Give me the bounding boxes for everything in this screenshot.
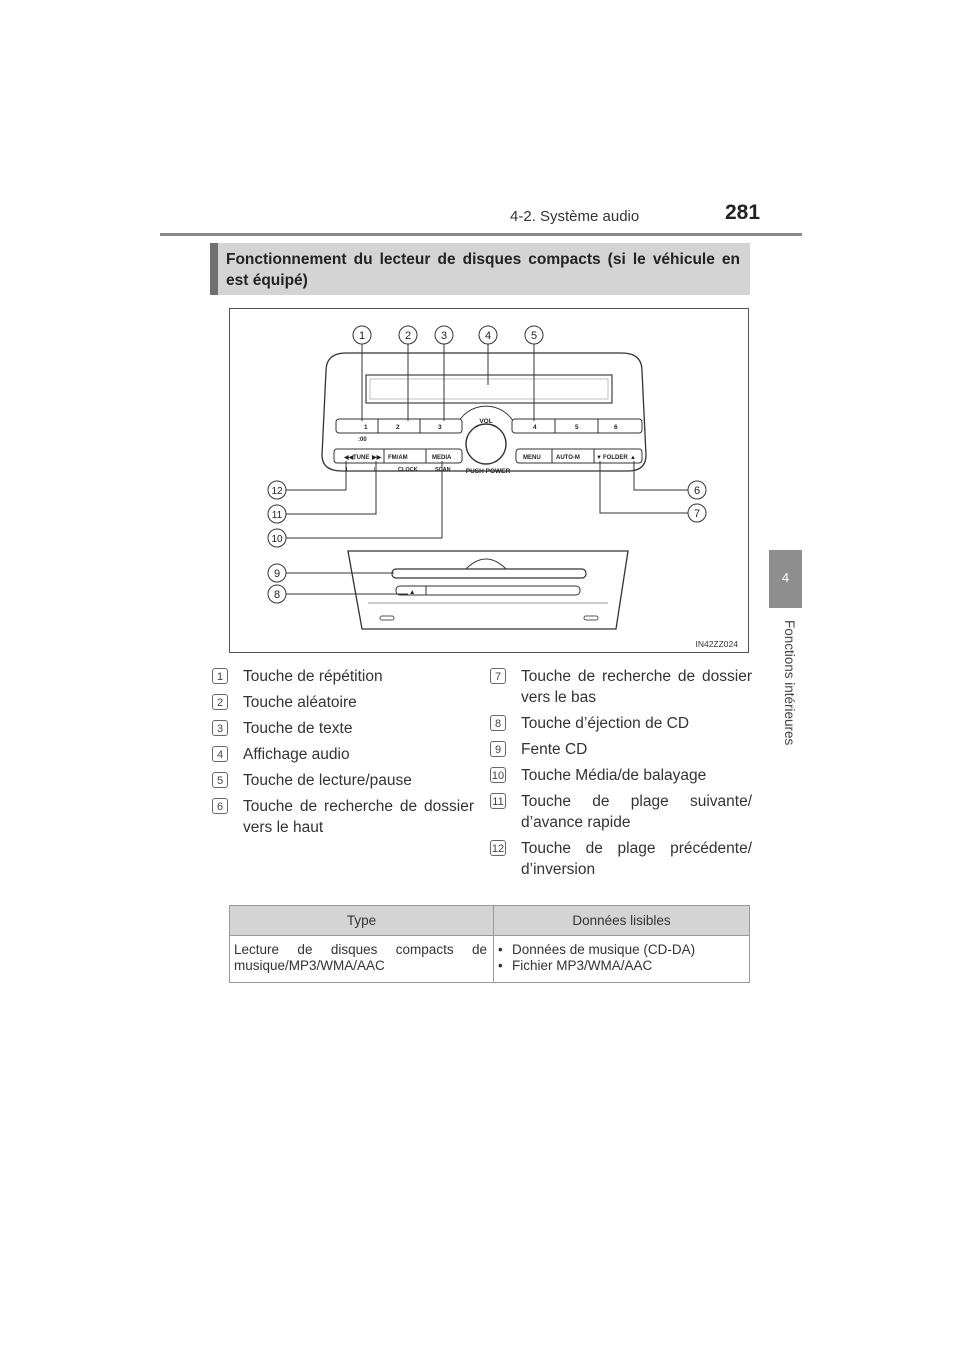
table-header-type: Type xyxy=(230,906,494,936)
callout-5: 5 xyxy=(530,330,538,342)
push-power-label: PUSH POWER xyxy=(465,468,511,475)
legend-text: Touche de plage suivante/ d’avance rapide xyxy=(521,793,752,831)
list-item: • Données de musique (CD-DA) xyxy=(498,942,743,958)
legend-item xyxy=(490,791,752,833)
table-row xyxy=(230,936,750,983)
folder-up-icon: ▲ xyxy=(630,455,636,461)
preset-4-label: 4 xyxy=(533,424,537,431)
legend-number: 9 xyxy=(490,741,506,757)
clock-sub-label: :00 xyxy=(358,437,367,443)
cd-slot xyxy=(392,569,586,578)
legend-item xyxy=(490,838,752,880)
auto-m-label: AUTO-M xyxy=(556,455,580,461)
vol-label: VOL xyxy=(479,418,493,425)
preset-3-label: 3 xyxy=(438,424,442,431)
preset-1-label: 1 xyxy=(364,424,368,431)
audio-unit-diagram xyxy=(230,309,750,654)
table-header-row xyxy=(230,906,750,936)
legend-number: 1 xyxy=(212,668,228,684)
folder-down-icon: ▼ xyxy=(596,455,602,461)
next-track-icon: ▶▶ xyxy=(372,455,382,461)
callout-7: 7 xyxy=(693,508,701,520)
readable-data-table xyxy=(229,905,750,983)
callout-12: 12 xyxy=(271,486,283,497)
legend-number: 8 xyxy=(490,715,506,731)
table-cell-data xyxy=(494,936,750,983)
legend-item xyxy=(212,744,474,765)
legend-text: Fente CD xyxy=(521,741,588,758)
legend-item xyxy=(490,739,752,760)
folder-label: FOLDER xyxy=(603,455,628,461)
list-item: • Fichier MP3/WMA/AAC xyxy=(498,958,743,974)
section-title-bar xyxy=(210,243,750,295)
legend-text: Touche de répétition xyxy=(243,668,383,685)
callout-3: 3 xyxy=(440,330,448,342)
callout-9: 9 xyxy=(273,568,281,580)
callout-4: 4 xyxy=(484,330,492,342)
section-label: 4-2. Système audio xyxy=(510,208,640,225)
legend-text: Touche d’éjection de CD xyxy=(521,715,690,732)
legend-number: 5 xyxy=(212,772,228,788)
volume-knob[interactable] xyxy=(466,424,506,464)
legend-number: 10 xyxy=(490,767,506,783)
legend-text: Touche Média/de balayage xyxy=(521,767,707,784)
chapter-label: Fonctions intérieures xyxy=(782,620,797,746)
legend-number: 7 xyxy=(490,668,506,684)
chapter-tab[interactable] xyxy=(769,550,802,608)
chapter-number: 4 xyxy=(781,570,790,585)
page-number: 281 xyxy=(725,201,761,224)
legend-text: Touche de texte xyxy=(243,720,353,737)
legend-right-column xyxy=(490,666,752,885)
tune-sub-left: I xyxy=(346,467,348,473)
legend-text: Affichage audio xyxy=(243,746,350,763)
preset-5-label: 5 xyxy=(575,424,579,431)
table-cell-type: Lecture de disques compacts de musique/MP3/WMA/AAC xyxy=(230,936,494,983)
cd-eject-bar xyxy=(396,586,580,595)
audio-unit-illustration xyxy=(229,308,749,653)
page-header xyxy=(500,203,800,233)
scan-label: SCAN xyxy=(435,467,451,473)
legend-item xyxy=(212,718,474,739)
legend-text: Touche aléatoire xyxy=(243,694,357,711)
preset-6-label: 6 xyxy=(614,424,618,431)
media-label: MEDIA xyxy=(432,455,452,461)
prev-track-icon: ◀◀ xyxy=(344,455,354,461)
legend-text: Touche de recherche de dossier vers le bas xyxy=(521,668,752,706)
menu-label: MENU xyxy=(523,455,541,461)
legend-text: Touche de lecture/pause xyxy=(243,772,412,789)
legend-item xyxy=(212,796,474,838)
eject-icon[interactable]: ▲ xyxy=(409,589,416,596)
tune-label: TUNE xyxy=(353,455,370,461)
callout-10: 10 xyxy=(271,534,283,545)
legend-text: Touche de plage précédente/ d’inversion xyxy=(521,840,752,878)
figure-code: IN42ZZ024 xyxy=(695,639,738,649)
callout-6: 6 xyxy=(693,485,701,497)
fm-am-label: FM/AM xyxy=(388,455,408,461)
legend-number: 4 xyxy=(212,746,228,762)
section-title: Fonctionnement du lecteur de disques compacts (si le véhicule en est équipé) xyxy=(226,251,740,289)
legend-item xyxy=(212,666,474,687)
legend-number: 12 xyxy=(490,840,506,856)
title-accent xyxy=(210,243,218,295)
leader-line xyxy=(286,461,442,538)
callout-1: 1 xyxy=(358,330,366,342)
table-header-data: Données lisibles xyxy=(494,906,750,936)
legend-item xyxy=(212,692,474,713)
legend-number: 11 xyxy=(490,793,506,809)
legend-item xyxy=(212,770,474,791)
callout-2: 2 xyxy=(404,330,412,342)
legend-number: 2 xyxy=(212,694,228,710)
legend-item xyxy=(490,713,752,734)
clock-label: CLOCK xyxy=(398,467,418,473)
data-list xyxy=(498,942,743,974)
callout-11: 11 xyxy=(271,510,283,521)
legend-item xyxy=(490,666,752,708)
legend-number: 3 xyxy=(212,720,228,736)
legend-item xyxy=(490,765,752,786)
preset-2-label: 2 xyxy=(396,424,400,431)
legend-text: Touche de recherche de dossier vers le haut xyxy=(243,798,474,836)
callout-8: 8 xyxy=(273,589,281,601)
legend-left-column xyxy=(212,666,474,843)
header-rule xyxy=(160,233,802,236)
legend-number: 6 xyxy=(212,798,228,814)
tune-sub-right: II xyxy=(374,467,378,473)
